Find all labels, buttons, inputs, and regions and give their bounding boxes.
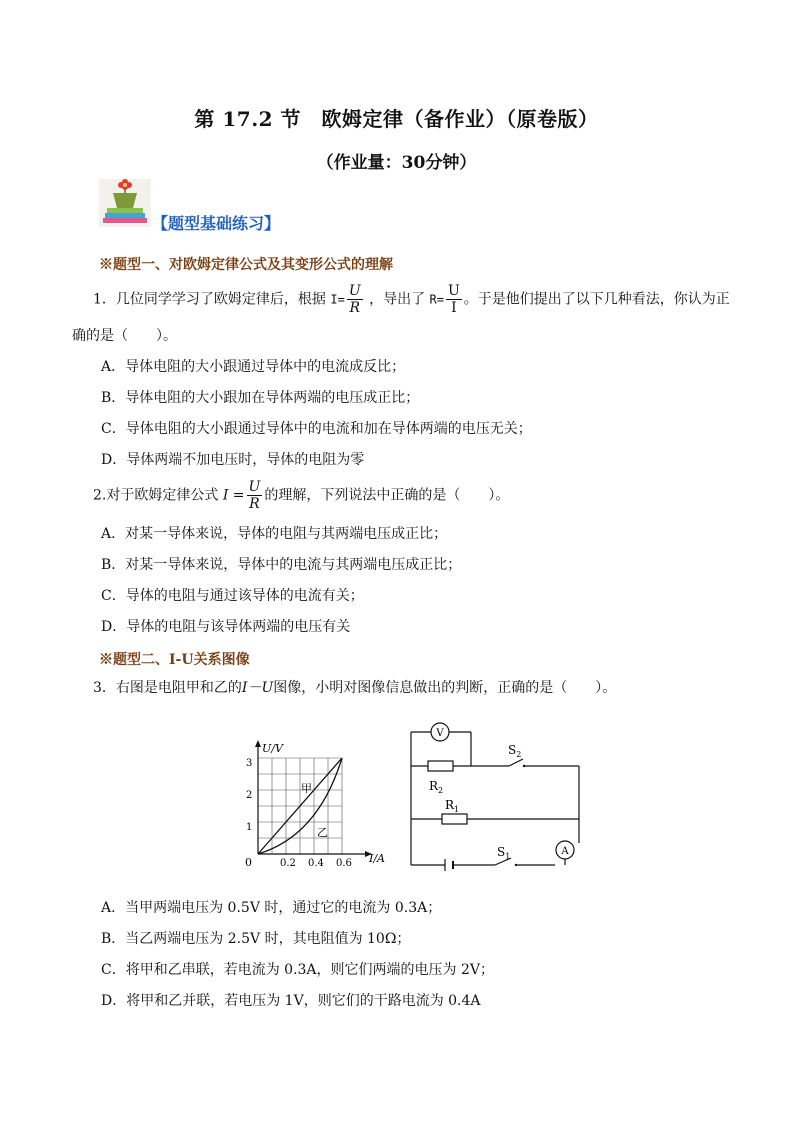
circuit-wires <box>411 732 579 865</box>
q1-formula2-fraction <box>446 283 462 316</box>
q2-option-b: B．对某一导体来说，导体中的电流与其两端电压成正比； <box>101 557 462 573</box>
q1-formula1-numerator: U <box>348 283 361 299</box>
graph-ylabel: U/V <box>262 742 283 755</box>
q2-option-d: D．导体的电阻与该导体两端的电压有关 <box>101 619 351 635</box>
graph-ytick: 1 <box>246 822 253 833</box>
q2-intro-b: 的理解，下列说法中正确的是（ ）。 <box>264 487 510 504</box>
resistor-r1-label <box>445 798 459 814</box>
graph-ytick: 2 <box>246 790 253 801</box>
q3-option-b: B．当乙两端电压为 2.5V 时，其电阻值为 10Ω； <box>101 931 411 947</box>
q3-option-c: C．将甲和乙串联，若电流为 0.3A，则它们两端的电压为 2V； <box>101 962 495 978</box>
q1-intro-a: 1．几位同学学习了欧姆定律后，根据 <box>93 291 326 308</box>
q3-option-d: D．将甲和乙并联，若电压为 1V，则它们的干路电流为 0.4A <box>101 993 481 1009</box>
q1-intro-b: ，导出了 <box>369 291 426 308</box>
graph-xtick: 0.4 <box>308 858 324 869</box>
question-type-2-title: ※题型二、I-U关系图像 <box>99 652 250 668</box>
flower-pot-books-icon <box>99 179 151 227</box>
q1-formula1-lhs: I= <box>330 292 345 307</box>
voltmeter-label: V <box>436 728 444 739</box>
graph-origin: 0 <box>245 856 252 869</box>
switch-s2-icon <box>509 759 523 766</box>
resistor-r2-subscript: 2 <box>438 786 444 795</box>
q3-intro-a: 3．右图是电阻甲和乙的 <box>93 680 242 696</box>
resistor-r2-letter: R <box>429 779 439 793</box>
q1-formula2-denominator: I <box>451 300 457 316</box>
ammeter-label: A <box>561 846 569 857</box>
q2-option-c: C．导体的电阻与通过该导体的电流有关； <box>101 588 364 604</box>
page-title: 第 17.2 节 欧姆定律（备作业）（原卷版） <box>194 107 599 131</box>
page-subtitle: （作业量：30分钟） <box>316 153 477 173</box>
graph-xlabel: I/A <box>369 852 385 865</box>
q1-formula2-numerator: U <box>447 283 460 299</box>
graph-ytick: 3 <box>246 758 253 769</box>
q2-formula-numerator: U <box>248 479 261 495</box>
switch-s2-letter: S <box>508 743 517 757</box>
q1-intro-c: 。于是他们提出了以下几种看法，你认为正 <box>463 291 730 308</box>
graph-label-jia: 甲 <box>301 782 312 795</box>
switch-s1-subscript: 1 <box>505 852 511 861</box>
question-type-1-title: ※题型一、对欧姆定律公式及其变形公式的理解 <box>99 257 393 273</box>
q1-formula1-fraction <box>347 283 363 316</box>
graph-xtick: 0.6 <box>336 858 352 869</box>
q1-formula1-denominator: R <box>349 300 360 316</box>
question-2-stem <box>93 479 509 512</box>
resistor-r2-label <box>429 779 443 795</box>
q3-intro-b: 图像，小明对图像信息做出的判断，正确的是（ ）。 <box>273 680 617 696</box>
q1-intro-d: 确的是（ ）。 <box>72 328 177 344</box>
q2-intro-a: 2.对于欧姆定律公式 <box>93 487 219 504</box>
question-3-stem <box>93 678 616 698</box>
iu-graph <box>240 738 390 870</box>
resistor-r2-icon <box>428 761 453 771</box>
switch-s2-subscript: 2 <box>516 750 522 759</box>
q1-option-a: A．导体电阻的大小跟通过导体中的电流成反比； <box>101 359 406 375</box>
switch-s1-letter: S <box>497 845 506 859</box>
q3-option-a: A．当甲两端电压为 0.5V 时，通过它的电流为 0.3A； <box>101 900 442 916</box>
q1-formula2-lhs: R= <box>429 292 444 307</box>
q1-option-b: B．导体电阻的大小跟加在导体两端的电压成正比； <box>101 390 420 406</box>
graph-xtick: 0.2 <box>280 858 296 869</box>
switch-s1-label <box>497 845 510 861</box>
resistor-r1-icon <box>442 814 467 824</box>
q2-formula-denominator: R <box>249 496 260 512</box>
q1-option-c: C．导体电阻的大小跟通过导体中的电流和加在导体两端的电压无关； <box>101 421 532 437</box>
q1-option-d: D．导体两端不加电压时，导体的电阻为零 <box>101 452 365 468</box>
q2-formula-fraction <box>247 479 263 512</box>
graph-label-yi: 乙 <box>317 826 328 839</box>
switch-s2-label <box>508 743 521 759</box>
q2-option-a: A．对某一导体来说，导体的电阻与其两端电压成正比； <box>101 526 448 542</box>
resistor-r1-letter: R <box>445 798 455 812</box>
q3-intro-math: I－U <box>241 680 274 696</box>
q2-formula-lhs: I = <box>222 487 245 504</box>
resistor-r1-subscript: 1 <box>454 805 460 814</box>
graph-y-arrow <box>255 740 261 747</box>
circuit-diagram <box>405 720 585 872</box>
section-tag: 【题型基础练习】 <box>152 214 281 233</box>
question-1-stem <box>93 283 733 316</box>
